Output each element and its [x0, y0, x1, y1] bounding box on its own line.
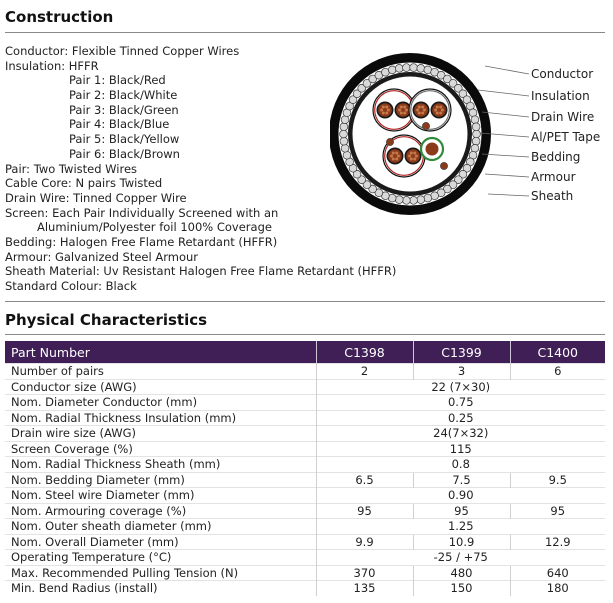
armour-wire	[417, 64, 425, 72]
spec-line: Pair 1: Black/Red	[69, 73, 166, 88]
spec-line: Screen: Each Pair Individually Screened with an	[5, 205, 279, 220]
conductor-strand	[390, 155, 393, 158]
armour-wire	[395, 64, 403, 72]
row-value: 95	[510, 503, 605, 519]
table-body	[5, 364, 605, 596]
label-insulation: Insulation	[531, 89, 590, 103]
armour-wire	[340, 130, 348, 138]
conductor-strand	[398, 109, 401, 112]
header-c1398: C1398	[316, 341, 413, 364]
conductor-strand	[410, 157, 413, 160]
spec-line: Aluminium/Polyester foil 100% Coverage	[37, 220, 272, 235]
table-row	[5, 565, 605, 581]
row-label: Min. Bend Radius (install)	[5, 581, 316, 596]
conductor-strand	[439, 111, 442, 114]
construction-divider	[5, 32, 605, 33]
row-value-all: -25 / +75	[316, 550, 605, 566]
spec-line: Pair 3: Black/Green	[69, 102, 179, 117]
label-bedding: Bedding	[531, 150, 581, 164]
row-value-all: 22 (7×30)	[316, 379, 605, 395]
spec-line: Bedding: Halogen Free Flame Retardant (HFFR)	[5, 234, 278, 249]
row-label: Nom. Steel wire Diameter (mm)	[5, 488, 316, 504]
row-value-all: 0.25	[316, 410, 605, 426]
armour-wire	[472, 137, 480, 145]
conductor-strand	[413, 152, 416, 155]
row-label: Screen Coverage (%)	[5, 441, 316, 457]
armour-wire	[410, 197, 418, 205]
row-label: Max. Recommended Pulling Tension (N)	[5, 565, 316, 581]
armour-wire	[341, 144, 349, 152]
row-label: Nom. Bedding Diameter (mm)	[5, 472, 316, 488]
row-value: 2	[316, 364, 413, 380]
armour-wire	[343, 151, 351, 159]
armour-wire	[402, 64, 410, 72]
row-value: 6.5	[316, 472, 413, 488]
leader-line	[478, 90, 529, 96]
row-label: Nom. Diameter Conductor (mm)	[5, 395, 316, 411]
row-label: Nom. Radial Thickness Insulation (mm)	[5, 410, 316, 426]
label-drain-wire: Drain Wire	[531, 110, 595, 124]
spec-line: Armour: Galvanized Steel Armour	[5, 249, 198, 264]
conductor-strand	[387, 109, 390, 112]
row-label: Number of pairs	[5, 364, 316, 380]
conductor-strand	[403, 106, 406, 109]
spec-line: Insulation: HFFR	[5, 58, 99, 73]
table-row	[5, 364, 605, 380]
physical-divider	[5, 334, 605, 335]
row-value: 95	[413, 503, 510, 519]
table-row	[5, 581, 605, 596]
armour-wire	[424, 194, 432, 202]
conductor-strand	[413, 157, 416, 160]
spec-line: Pair 6: Black/Brown	[69, 146, 180, 161]
table-row	[5, 426, 605, 442]
leader-line	[482, 112, 529, 117]
spec-line: Pair: Two Twisted Wires	[5, 161, 138, 176]
conductor-strand	[436, 111, 439, 114]
armour-wire	[340, 123, 348, 131]
leader-line	[488, 194, 529, 196]
row-value: 135	[316, 581, 413, 596]
row-value: 150	[413, 581, 510, 596]
drain-wire	[422, 122, 429, 129]
label-sheath: Sheath	[531, 189, 574, 203]
conductor-strand	[385, 111, 388, 114]
label-conductor: Conductor	[531, 67, 594, 81]
row-value: 6	[510, 364, 605, 380]
conductor-strand	[421, 106, 424, 109]
conductor-strand	[400, 106, 403, 109]
cable-cross-section-diagram	[330, 50, 613, 220]
conductor-strand	[382, 111, 385, 114]
armour-wire	[471, 116, 479, 124]
conductor-strand	[421, 111, 424, 114]
spec-line: Pair 4: Black/Blue	[69, 117, 170, 132]
spec-line: Conductor: Flexible Tinned Copper Wires	[5, 44, 240, 58]
spec-line: Sheath Material: Uv Resistant Halogen Free Flame Retardant (HFFR)	[5, 264, 397, 279]
row-value-all: 0.90	[316, 488, 605, 504]
table-row	[5, 488, 605, 504]
spec-line: Pair 2: Black/White	[69, 88, 178, 103]
conductor-strand	[403, 111, 406, 114]
table-row	[5, 395, 605, 411]
physical-heading: Physical Characteristics	[5, 311, 208, 329]
table-row	[5, 472, 605, 488]
spec-line: Drain Wire: Tinned Copper Wire	[5, 190, 187, 205]
row-label: Conductor size (AWG)	[5, 379, 316, 395]
conductor-strand	[434, 109, 437, 112]
row-value-all: 0.75	[316, 395, 605, 411]
row-label: Nom. Radial Thickness Sheath (mm)	[5, 457, 316, 473]
row-value: 370	[316, 565, 413, 581]
conductor-strand	[408, 155, 411, 158]
conductor-strand	[395, 152, 398, 155]
conductor-strand	[405, 109, 408, 112]
row-value-all: 115	[316, 441, 605, 457]
construction-heading: Construction	[5, 8, 114, 26]
row-label: Operating Temperature (°C)	[5, 550, 316, 566]
armour-wire	[471, 144, 479, 152]
row-value: 180	[510, 581, 605, 596]
row-value: 3	[413, 364, 510, 380]
row-value: 10.9	[413, 534, 510, 550]
table-row	[5, 534, 605, 550]
leader-line	[485, 66, 529, 74]
armour-wire	[395, 196, 403, 204]
conductor-strand	[382, 106, 385, 109]
armour-wire	[472, 123, 480, 131]
table-row	[5, 503, 605, 519]
armour-wire	[341, 116, 349, 124]
armour-wire	[473, 130, 481, 138]
table-row	[5, 410, 605, 426]
conductor-strand	[385, 106, 388, 109]
row-label: Nom. Overall Diameter (mm)	[5, 534, 316, 550]
table-row	[5, 379, 605, 395]
label-al-pet-tape: Al/PET Tape	[531, 130, 601, 144]
row-value: 640	[510, 565, 605, 581]
header-c1400: C1400	[510, 341, 605, 364]
armour-wire	[402, 197, 410, 205]
row-value: 12.9	[510, 534, 605, 550]
label-armour: Armour	[531, 170, 576, 184]
conductor-strand	[380, 109, 383, 112]
row-value: 95	[316, 503, 413, 519]
conductor-strand	[392, 152, 395, 155]
conductor-strand	[400, 111, 403, 114]
header-part-number: Part Number	[5, 341, 316, 364]
table-row	[5, 550, 605, 566]
conductor-strand	[392, 157, 395, 160]
drain-wire	[440, 162, 447, 169]
conductor-strand	[441, 109, 444, 112]
armour-wire	[410, 64, 418, 72]
conductor-strand	[418, 111, 421, 114]
header-c1399: C1399	[413, 341, 510, 364]
row-value: 9.5	[510, 472, 605, 488]
row-value: 9.9	[316, 534, 413, 550]
section-divider	[5, 301, 605, 302]
spec-line: Pair 5: Black/Yellow	[69, 132, 180, 147]
armour-wire	[388, 66, 396, 74]
leader-line	[482, 154, 529, 157]
row-value-all: 24(7×32)	[316, 426, 605, 442]
conductor-strand	[397, 155, 400, 158]
row-label: Nom. Outer sheath diameter (mm)	[5, 519, 316, 535]
conductor-strand	[395, 157, 398, 160]
leader-line	[485, 174, 529, 177]
conductor-strand	[415, 155, 418, 158]
table-row	[5, 441, 605, 457]
armour-wire	[469, 109, 477, 117]
row-value: 480	[413, 565, 510, 581]
armour-wire	[340, 137, 348, 145]
cable-cross-section-svg	[330, 50, 530, 220]
conductor-strand	[423, 109, 426, 112]
conductor-strand	[439, 106, 442, 109]
green-screen-conductor	[426, 143, 439, 156]
conductor-strand	[416, 109, 419, 112]
armour-wire	[417, 196, 425, 204]
table-row	[5, 457, 605, 473]
row-value-all: 1.25	[316, 519, 605, 535]
row-value-all: 0.8	[316, 457, 605, 473]
spec-line: Standard Colour: Black	[5, 279, 137, 293]
drain-wire	[386, 138, 393, 145]
conductor-strand	[410, 152, 413, 155]
table-header-row	[5, 341, 605, 364]
row-label: Drain wire size (AWG)	[5, 426, 316, 442]
conductor-strand	[418, 106, 421, 109]
row-value: 7.5	[413, 472, 510, 488]
table-row	[5, 519, 605, 535]
row-label: Nom. Armouring coverage (%)	[5, 503, 316, 519]
spec-line: Cable Core: N pairs Twisted	[5, 176, 163, 191]
conductor-strand	[436, 106, 439, 109]
physical-characteristics-table	[5, 341, 605, 596]
